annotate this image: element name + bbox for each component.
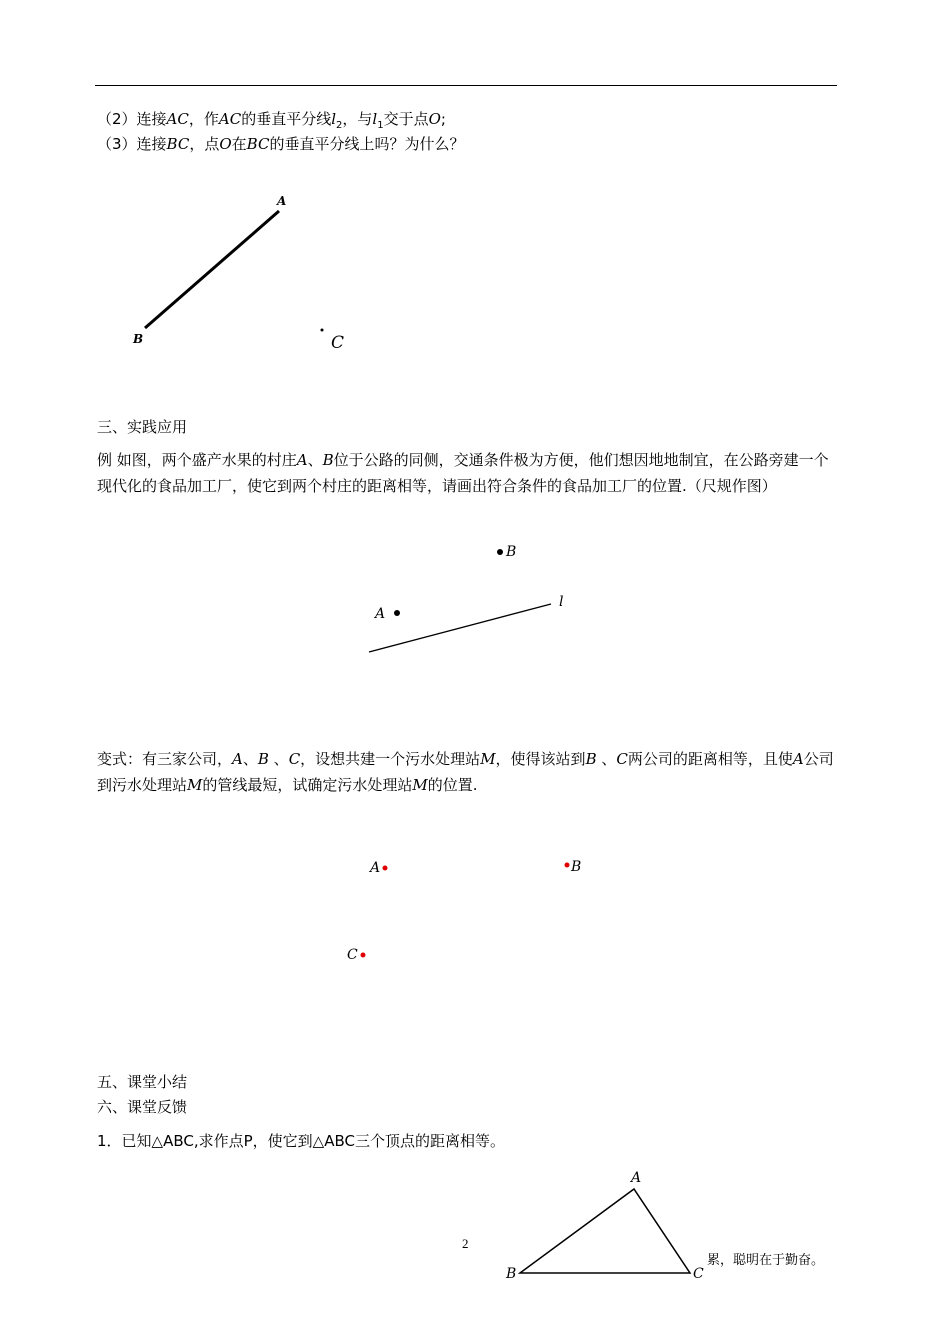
section-title: 五、课堂小结: [97, 1073, 188, 1091]
var-b: B: [585, 750, 597, 768]
label-a: A: [375, 606, 386, 622]
label-c: C: [347, 947, 358, 963]
var-bc: BC: [246, 135, 270, 153]
label-a: A: [631, 1170, 642, 1186]
var-ac: AC: [166, 110, 189, 128]
step-3-text: 在: [231, 135, 247, 153]
step-2-text: ;: [440, 110, 446, 128]
label-b: B: [506, 1266, 517, 1282]
var-c: C: [616, 750, 628, 768]
variant-part: 、: [242, 750, 258, 768]
label-c: C: [331, 333, 345, 353]
var-m: M: [480, 750, 496, 768]
step-2-text: （2）连接: [97, 110, 167, 128]
var-a: A: [296, 451, 308, 469]
var-a: A: [232, 750, 243, 768]
step-3-text: ，点: [189, 135, 220, 153]
variant-part: 、: [268, 750, 289, 768]
var-m: M: [412, 776, 428, 794]
var-bc: BC: [166, 135, 190, 153]
label-c: C: [693, 1266, 704, 1282]
var-a: A: [792, 750, 804, 768]
step-2-text: 交于点: [383, 110, 429, 128]
example-part: 、: [307, 451, 323, 469]
page-number: 2: [462, 1236, 469, 1251]
subscript: 2: [336, 120, 343, 131]
var-l: l: [331, 110, 337, 128]
step-2-text: 的垂直平分线: [241, 110, 332, 128]
var-l: l: [372, 110, 378, 128]
variant-part: 公司到污水处理站: [97, 750, 834, 794]
variant-part: ，设想共建一个污水处理站: [300, 750, 481, 768]
footer-text: 累，聪明在于勤奋。: [707, 1253, 825, 1268]
section-title: 三、实践应用: [97, 418, 188, 436]
label-b: B: [506, 544, 517, 560]
label-b: B: [571, 859, 582, 875]
var-c: C: [288, 750, 301, 768]
example-part: 例 如图，两个盛产水果的村庄: [97, 451, 297, 469]
variant-part: ，使得该站到: [495, 750, 586, 768]
subscript: 1: [377, 120, 384, 131]
var-o: O: [428, 110, 441, 128]
var-o: O: [219, 135, 232, 153]
var-b: B: [322, 451, 334, 469]
step-2-text: ，作: [188, 110, 219, 128]
triangle-abc: [520, 1189, 690, 1273]
variant-part: 两公司的距离相等，且使: [627, 750, 793, 768]
label-a: A: [277, 194, 287, 208]
section-title: 六、课堂反馈: [97, 1098, 188, 1116]
example-part: 位于公路的同侧，交通条件极为方便，他们想因地地制宜，在公路旁建一个现代化的食品加工厂，使它到两个村庄的距离相等，请画出符合条件的食品加工厂的位置.（尺规作图）: [97, 451, 829, 495]
var-b: B: [257, 750, 269, 768]
label-a: A: [370, 860, 381, 876]
variant-part: 、: [596, 750, 617, 768]
label-l: l: [559, 594, 564, 610]
label-b: B: [133, 332, 144, 346]
step-3-text: 的垂直平分线上吗？为什么？: [269, 135, 465, 153]
question-1: 1．已知△ABC,求作点P，使它到△ABC三个顶点的距离相等。: [97, 1132, 505, 1150]
step-3-text: （3）连接: [97, 135, 167, 153]
var-ac: AC: [218, 110, 242, 128]
var-m: M: [187, 776, 203, 794]
step-2-text: ，与: [342, 110, 373, 128]
variant-part: 的位置.: [427, 776, 478, 794]
variant-part: 变式：有三家公司，: [97, 750, 233, 768]
variant-part: 的管线最短，试确定污水处理站: [202, 776, 413, 794]
